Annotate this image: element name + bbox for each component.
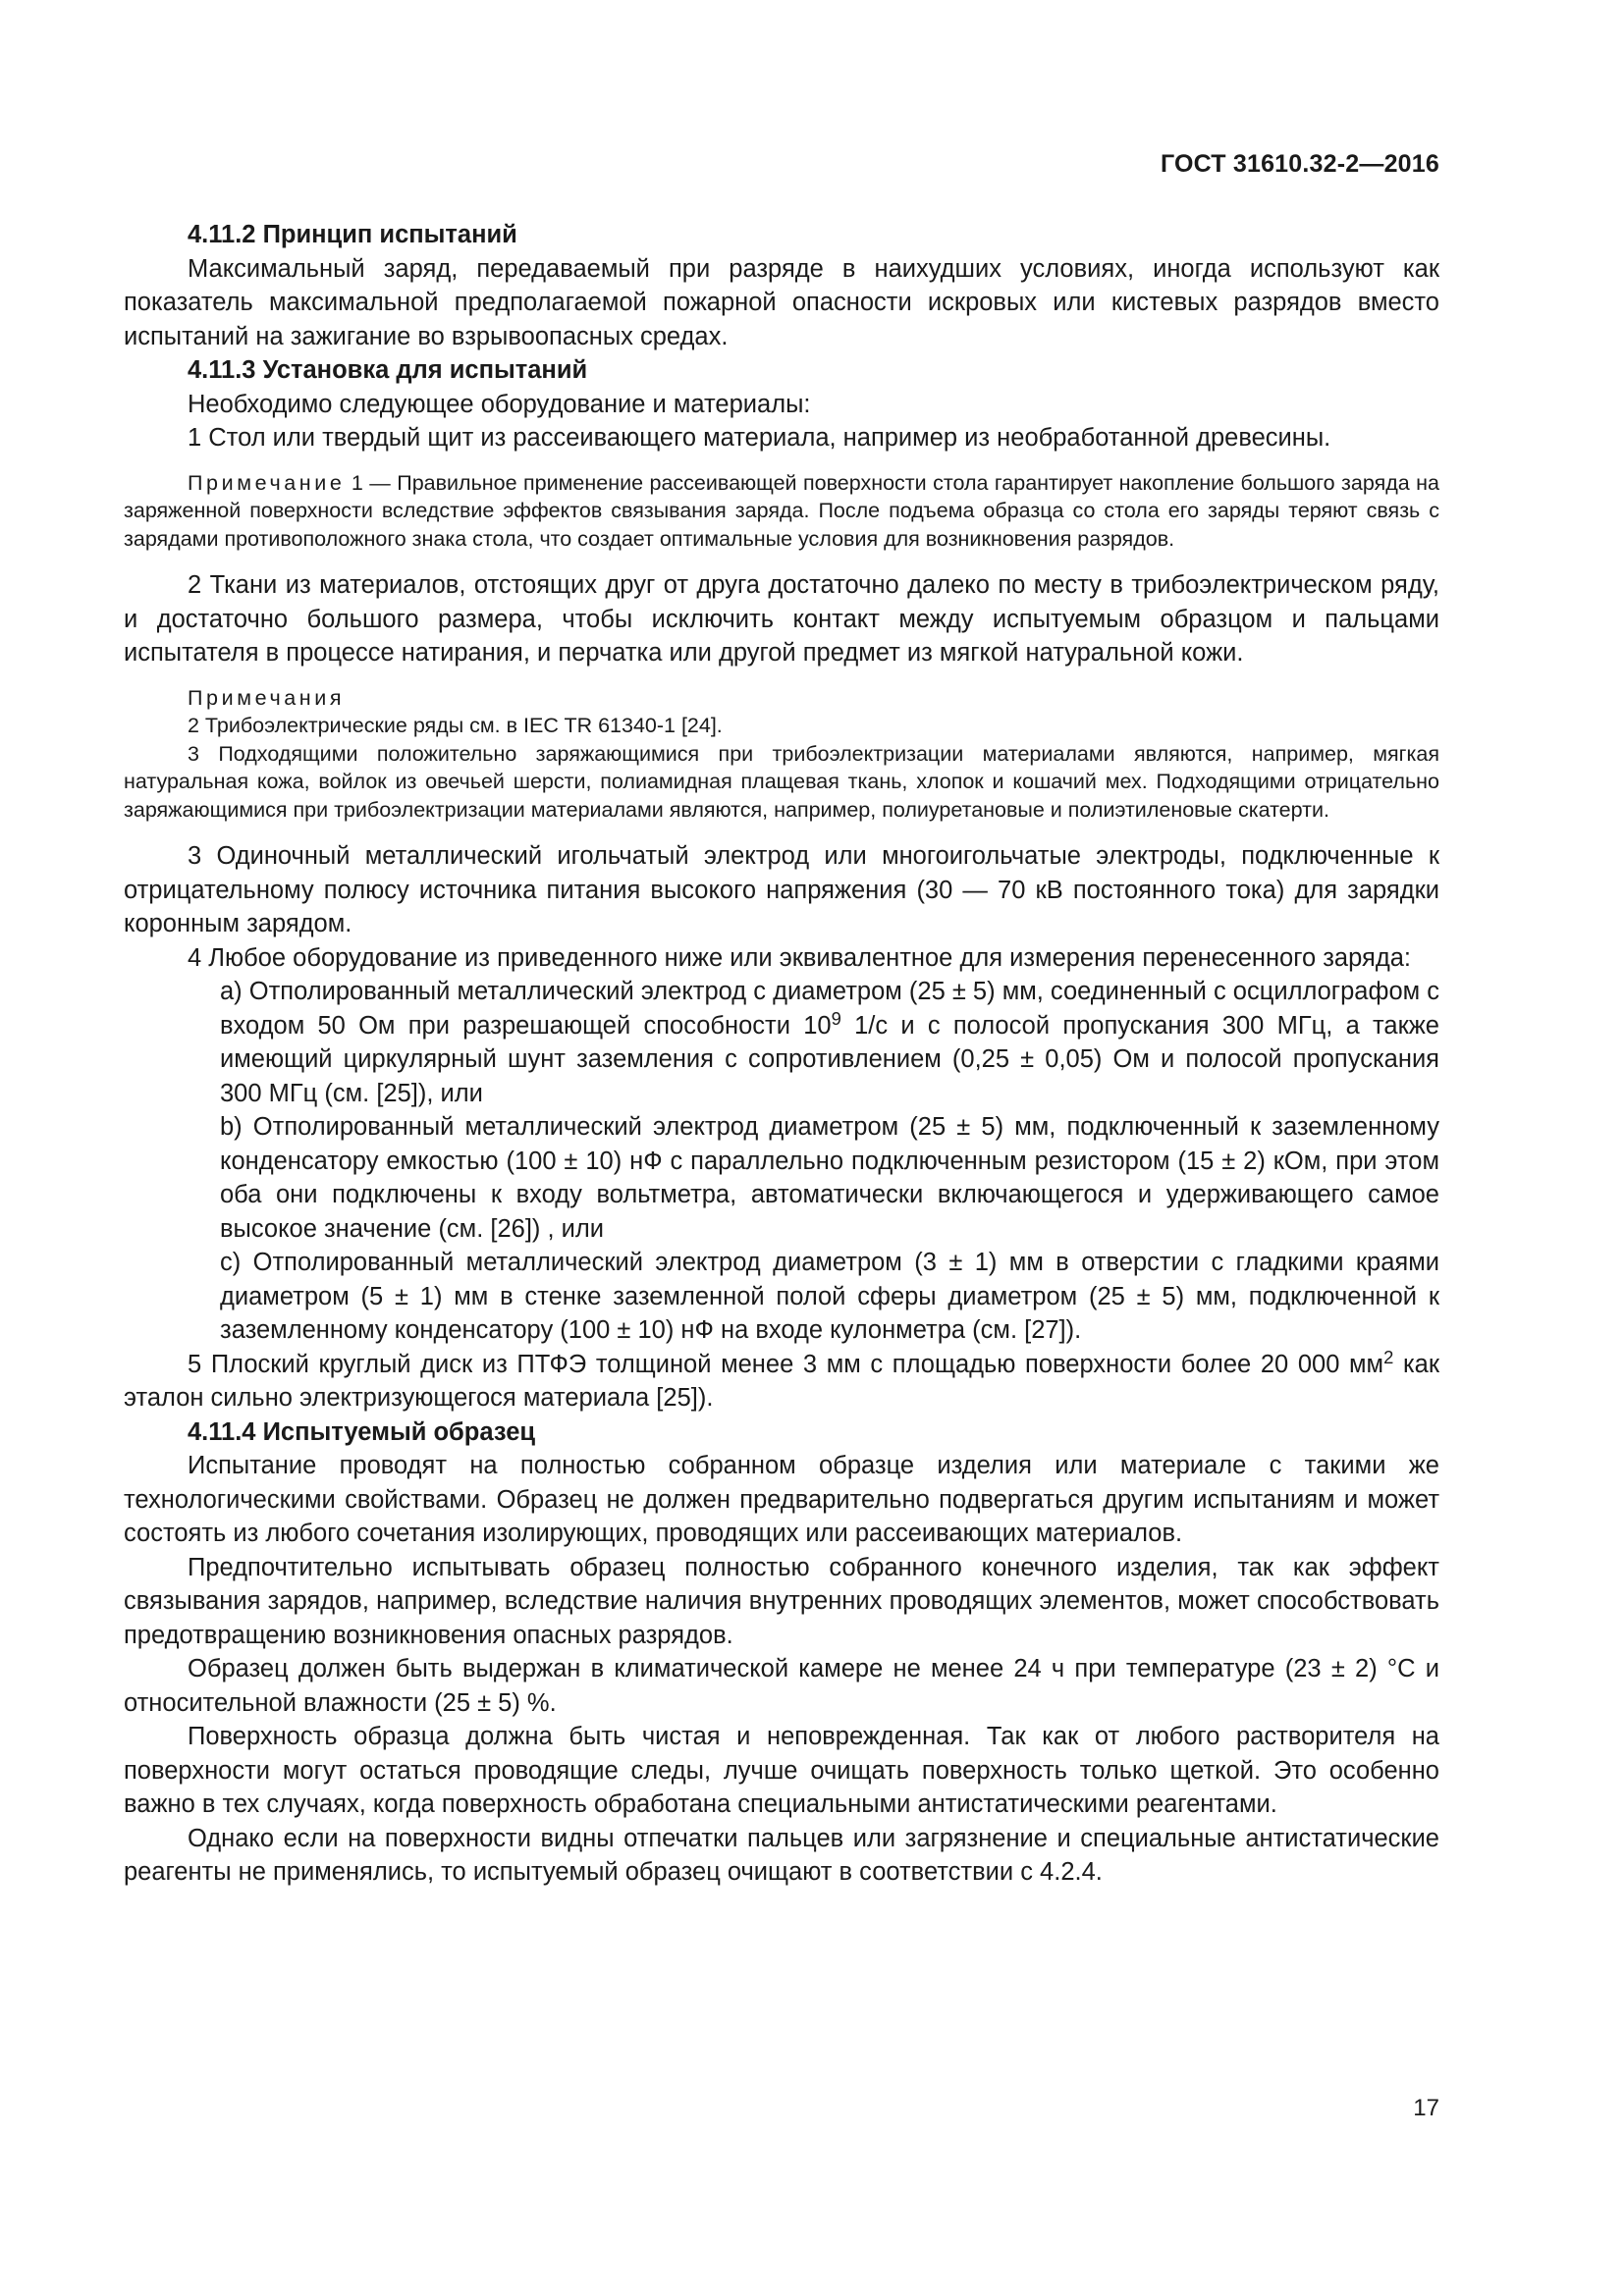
- notes-block: [124, 684, 1439, 825]
- superscript: 2: [1383, 1346, 1394, 1367]
- paragraph: Однако если на поверхности видны отпечатки пальцев или загрязнение и специальные антистатические реагенты не применялись, то испытуемый образец очищают в соответствии с 4.2.4.: [124, 1824, 1439, 1886]
- paragraph: Необходимо следующее оборудование и материалы:: [188, 390, 811, 418]
- paragraph: Поверхность образца должна быть чистая и неповрежденная. Так как от любого растворителя на поверхности могут остаться проводящие следы, лучше очищать поверхность только щеткой. Это особенно важно в тех случаях, когда поверхность обработана специальными антистатическими реагентами.: [124, 1723, 1439, 1818]
- superscript: 9: [831, 1007, 841, 1029]
- section-heading-4-11-3: 4.11.3 Установка для испытаний: [188, 356, 588, 384]
- page-number: 17: [1413, 2095, 1439, 2121]
- paragraph: Максимальный заряд, передаваемый при разряде в наихудших условиях, иногда используют как показатель максимальной предполагаемой пожарной опасности искровых или кистевых разрядов вместо испытаний на зажигание во взрывоопасных средах.: [124, 254, 1439, 350]
- list-item: 5 Плоский круглый диск из ПТФЭ толщиной менее 3 мм с площадью поверхности более 20 000 $мм^2$ как эталон сильно электризующегося материала [25]).: [124, 1346, 1440, 1412]
- document-header-id: ГОСТ 31610.32-2—2016: [1160, 150, 1439, 178]
- note-label: Примечание: [188, 470, 346, 495]
- note-2: 2 Трибоэлектрические ряды см. в IEC TR 61340-1 [24].: [188, 714, 723, 737]
- paragraph: Образец должен быть выдержан в климатической камере не менее 24 ч при температуре (23 ± 2) °C и относительной влажности (25 ± 5) %.: [124, 1655, 1439, 1717]
- note-1: [124, 469, 1439, 554]
- list-item: 1 Стол или твердый щит из рассеивающего материала, например из необработанной древесины.: [188, 424, 1331, 452]
- sub-list-item: b) Отполированный металлический электрод диаметром (25 ± 5) мм, подключенный к заземленному конденсатору емкостью (100 ± 10) нФ с параллельно подключенным резистором (15 ± 2) кОм, при этом оба они подключены к входу вольтметра, автоматически включающегося и удерживающего самое высокое значение (см. [26]) , или: [220, 1113, 1439, 1243]
- section-heading-4-11-2: 4.11.2 Принцип испытаний: [188, 221, 517, 248]
- notes-label: Примечания: [188, 685, 346, 710]
- list-item: 4 Любое оборудование из приведенного ниже или эквивалентное для измерения перенесенного заряда:: [188, 943, 1411, 972]
- list-item: 2 Ткани из материалов, отстоящих друг от друга достаточно далеко по месту в трибоэлектрическом ряду, и достаточно большого размера, чтобы исключить контакт между испытуемым образцом и пальцами испытателя в процессе натирания, и перчатка или другой предмет из мягкой натуральной кожи.: [124, 571, 1439, 667]
- paragraph: Предпочтительно испытывать образец полностью собранного конечного изделия, так как эффект связывания зарядов, например, вследствие наличия внутренних проводящих элементов, может способствовать предотвращению возникновения опасных разрядов.: [124, 1553, 1439, 1649]
- note-text: 1 — Правильное применение рассеивающей поверхности стола гарантирует накопление большого заряда на заряженной поверхности вследствие эффектов связывания заряда. После подъема образца со стола его заряды теряют связь с зарядами противоположного знака стола, что создает оптимальные условия для возникновения разрядов.: [124, 470, 1439, 551]
- sub-list-item: a) Отполированный металлический электрод с диаметром (25 ± 5) мм, соединенный с осциллографом с входом 50 Ом при разрешающей способности $10^9$ 1/с и с полосой пропускания 300 МГц, а также имеющий циркулярный шунт заземления с сопротивлением (0,25 ± 0,05) Ом и полосой пропускания 300 МГц (см. [25]), или: [220, 978, 1440, 1107]
- note-3: 3 Подходящими положительно заряжающимися при трибоэлектризации материалами являются, например, мягкая натуральная кожа, войлок из овечьей шерсти, полиамидная плащевая ткань, хлопок и кошачий мех. Подходящими отрицательно заряжающимися при трибоэлектризации материалами являются, например, полиуретановые и полиэтиленовые скатерти.: [124, 741, 1439, 822]
- page-body: [124, 218, 1439, 1890]
- list-item: 3 Одиночный металлический игольчатый электрод или многоигольчатые электроды, подключенные к отрицательному полюсу источника питания высокого напряжения (30 — 70 кВ постоянного тока) для зарядки коронным зарядом.: [124, 842, 1439, 937]
- paragraph: Испытание проводят на полностью собранном образце изделия или материале с такими же технологическими свойствами. Образец не должен предварительно подвергаться другим испытаниям и может состоять из любого сочетания изолирующих, проводящих или рассеивающих материалов.: [124, 1452, 1439, 1547]
- note-block: [124, 469, 1439, 554]
- section-heading-4-11-4: 4.11.4 Испытуемый образец: [188, 1417, 536, 1446]
- sub-list-item: c) Отполированный металлический электрод диаметром (3 ± 1) мм в отверстии с гладкими краями диаметром (5 ± 1) мм в стенке заземленной полой сферы диаметром (25 ± 5) мм, подключенной к заземленному конденсатору (100 ± 10) нФ на входе кулонметра (см. [27]).: [220, 1249, 1439, 1344]
